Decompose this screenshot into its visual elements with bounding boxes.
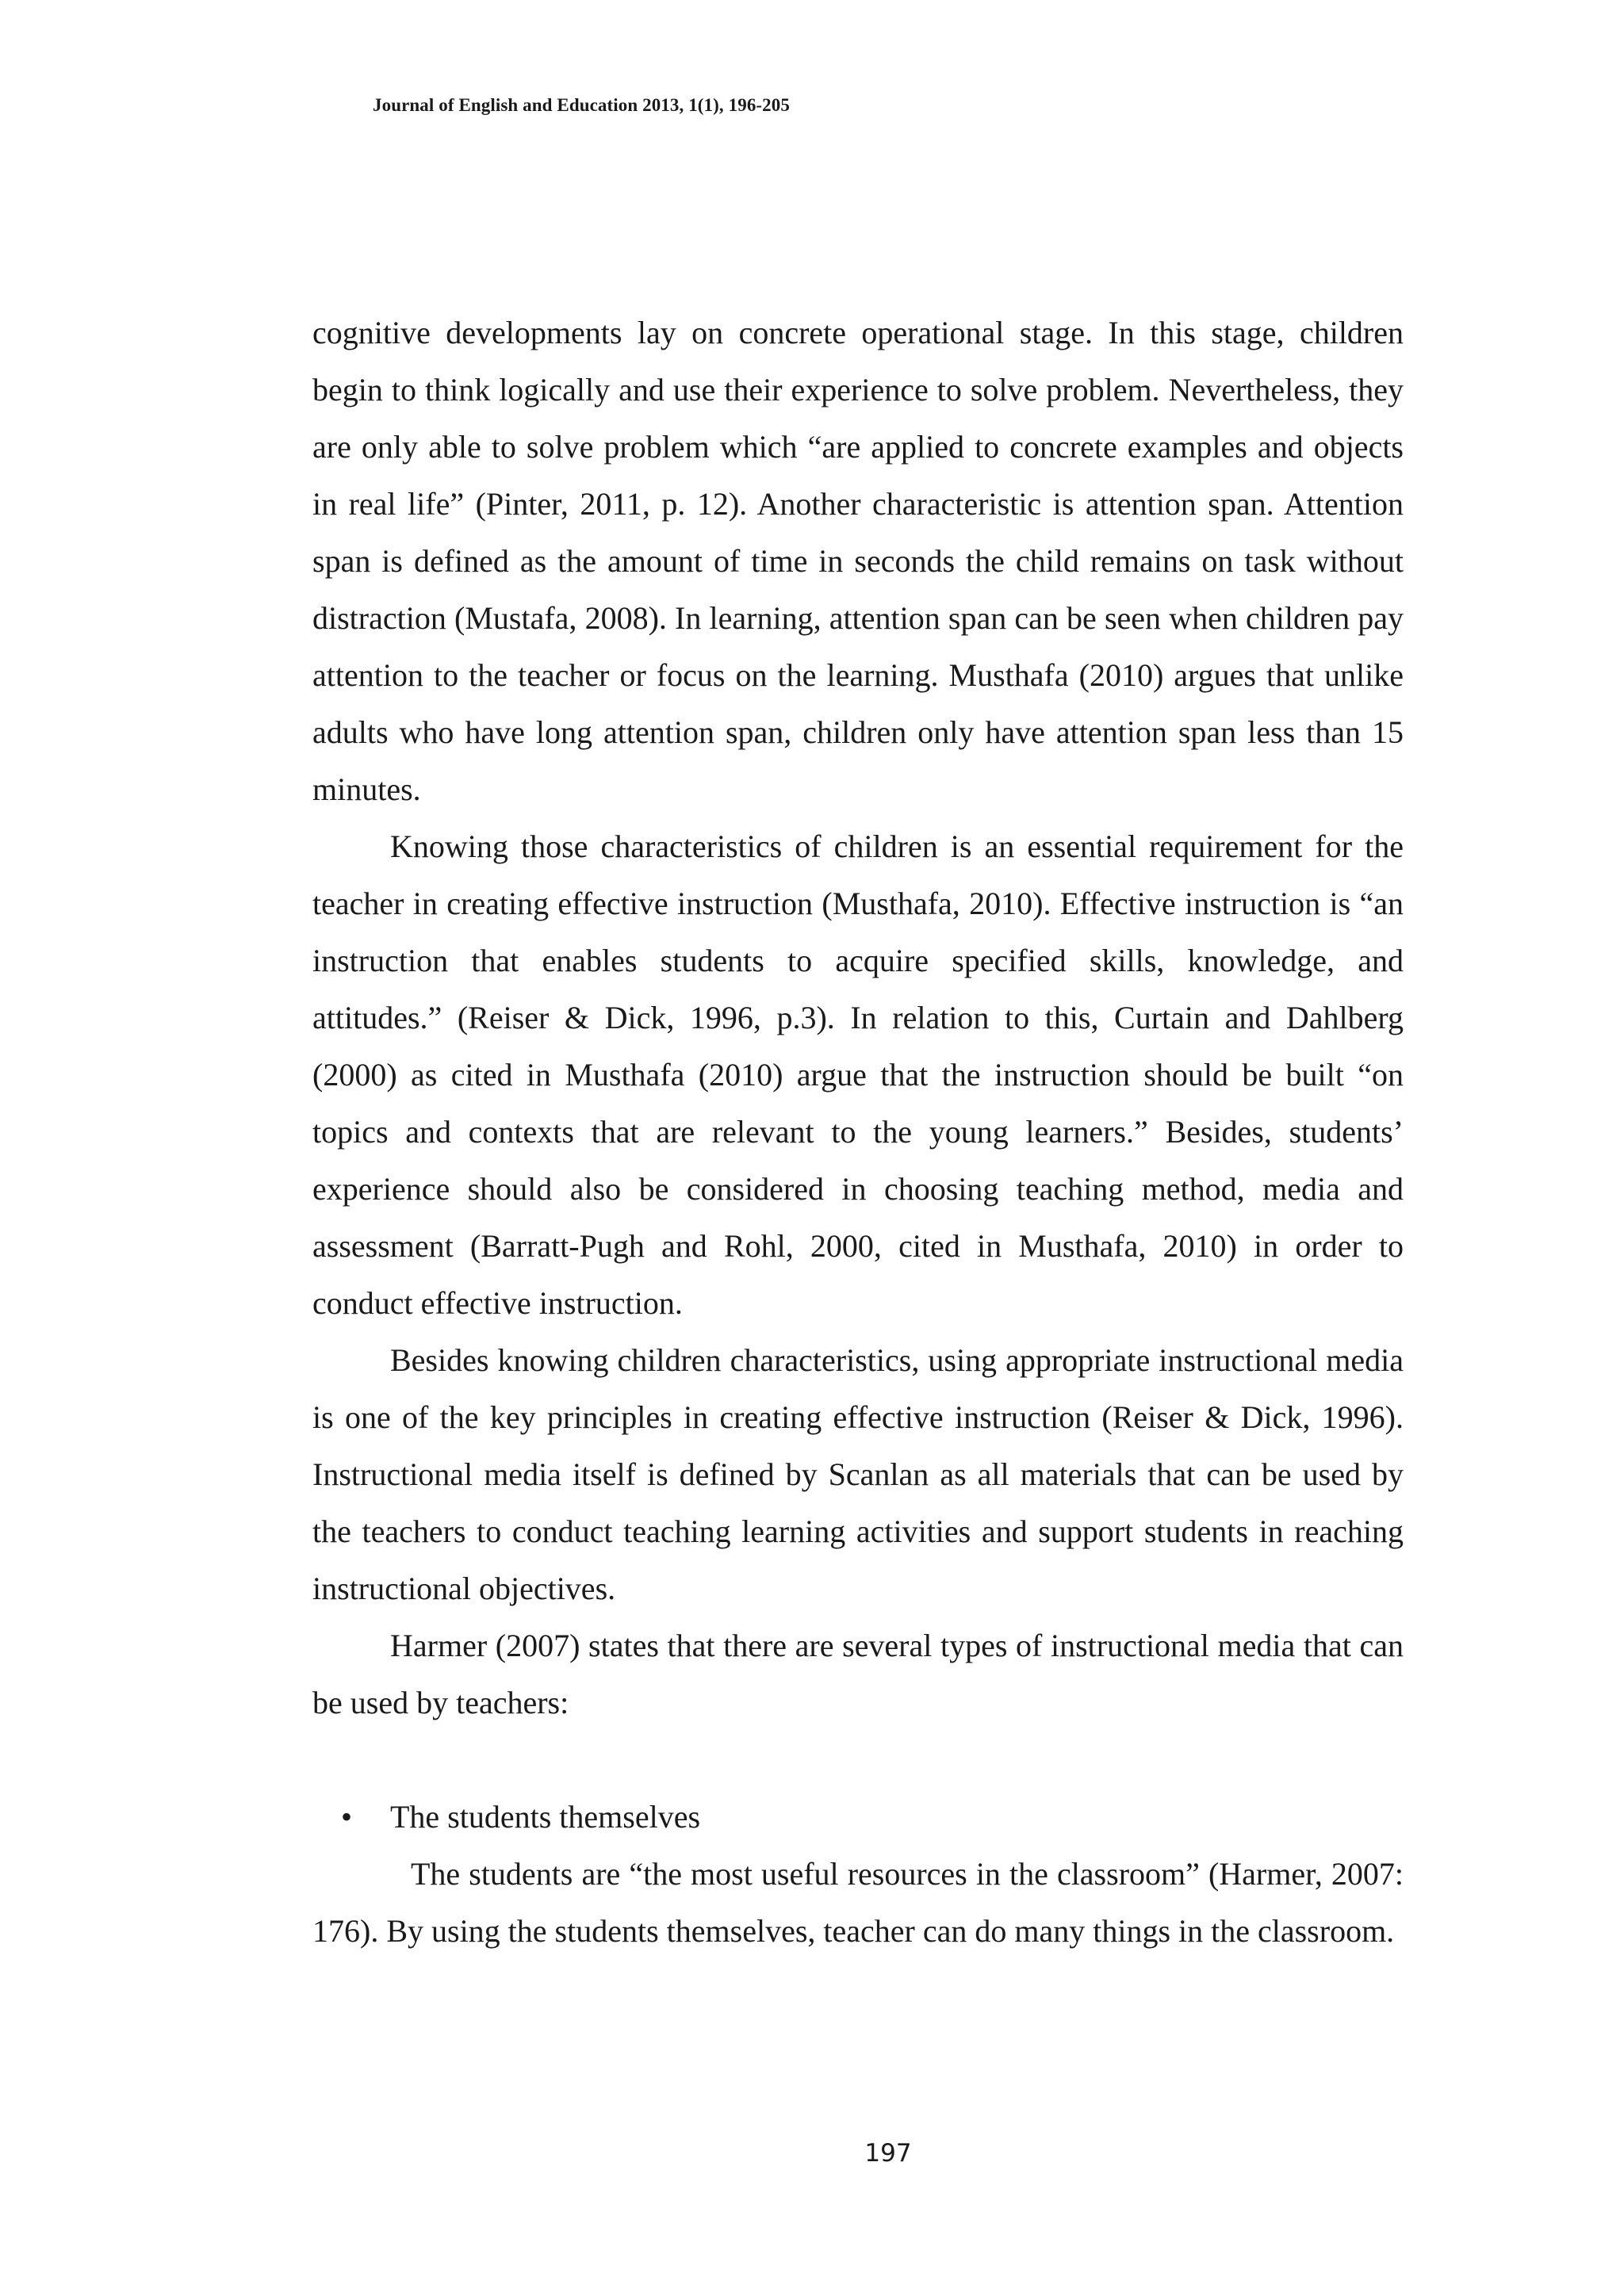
paragraph-media-types-intro: Harmer (2007) states that there are several types of instructional media that can be used by teachers: — [312, 1628, 1404, 1720]
bullet-label: The students themselves — [390, 1799, 701, 1835]
bullet-icon: • — [341, 1799, 353, 1835]
paragraph-attention-span: cognitive developments lay on concrete operational stage. In this stage, children begin to think logically and use their experience to solve problem. Nevertheless, they are only able to solve problem which “are applied to concrete examples and objects in real life” (Pinter, 2011, p. 12). Another characteristic is attention span. Attention span is defined as the amount of time in seconds the child remains on task without distraction (Mustafa, 2008). In learning, attention span can be seen when children pay attention to the teacher or focus on the learning. Musthafa (2010) argues that unlike adults who have long attention span, children only have attention span less than 15 minutes. — [312, 315, 1404, 807]
paragraph-instructional-media: Besides knowing children characteristics, using appropriate instructional media is one of the key principles in creating effective instruction (Reiser & Dick, 1996). Instructional media itself is defined by Scanlan as all materials that can be used by the teachers to conduct teaching learning activities and support students in reaching instructional objectives. — [312, 1342, 1404, 1606]
bullet-list — [312, 1789, 1404, 1960]
paragraph-effective-instruction: Knowing those characteristics of children is an essential requirement for the teacher in creating effective instruction (Musthafa, 2010). Effective instruction is “an instruction that enables students to acquire specified skills, knowledge, and attitudes.” (Reiser & Dick, 1996, p.3). In relation to this, Curtain and Dahlberg (2000) as cited in Musthafa (2010) argue that the instruction should be built “on topics and contexts that are relevant to the young learners.” Besides, students’ experience should also be considered in choosing teaching method, media and assessment (Barratt-Pugh and Rohl, 2000, cited in Musthafa, 2010) in order to conduct effective instruction. — [312, 828, 1404, 1321]
running-header: Journal of English and Education 2013, 1(1), 196-205 — [373, 95, 790, 115]
paragraph-students-resources: The students are “the most useful resources in the classroom” (Harmer, 2007: 176). By using the students themselves, teacher can do many things in the classroom. — [312, 1856, 1404, 1949]
page-number: 197 — [864, 2139, 912, 2168]
list-item — [312, 1789, 1404, 1846]
body-text — [312, 304, 1404, 1960]
